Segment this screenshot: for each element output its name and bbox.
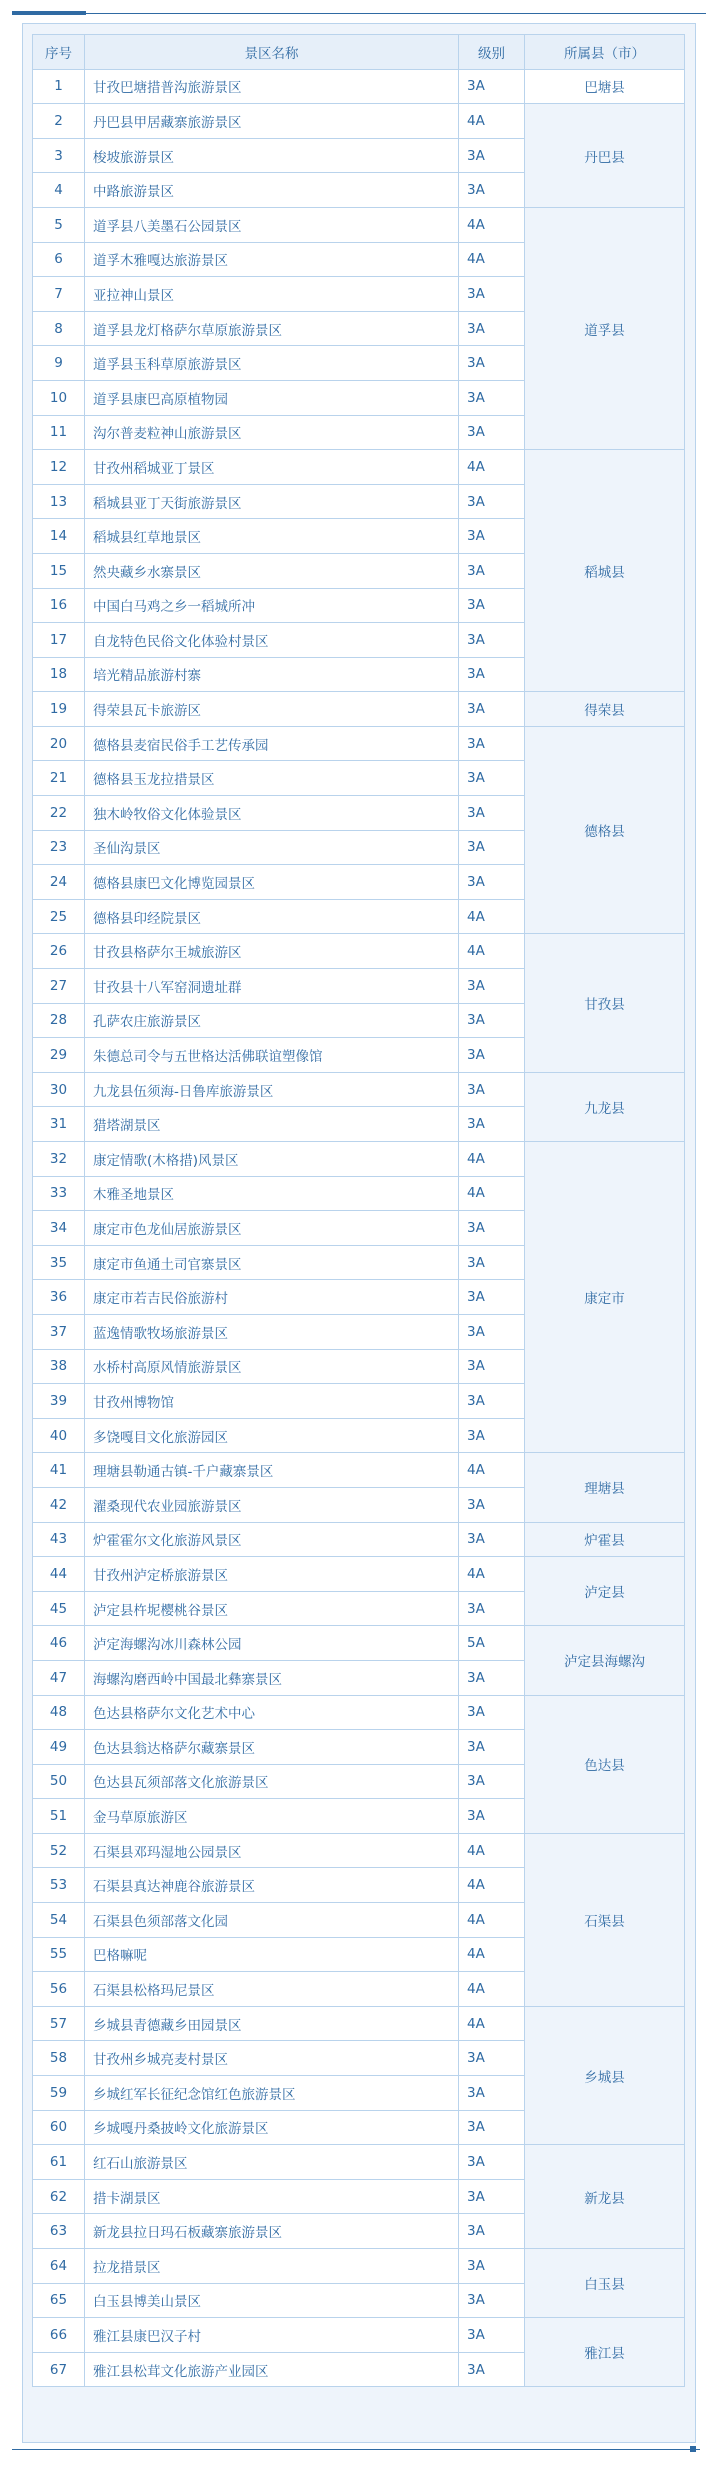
scenic-spot-name: 康定市若吉民俗旅游村 bbox=[85, 1280, 459, 1315]
scenic-spot-level: 3A bbox=[459, 311, 525, 346]
scenic-spot-level: 4A bbox=[459, 1868, 525, 1903]
scenic-spot-level: 3A bbox=[459, 2283, 525, 2318]
row-number: 21 bbox=[33, 761, 85, 796]
row-number: 6 bbox=[33, 242, 85, 277]
scenic-spot-name: 梭坡旅游景区 bbox=[85, 138, 459, 173]
scenic-spot-level: 3A bbox=[459, 380, 525, 415]
scenic-spot-name: 亚拉神山景区 bbox=[85, 277, 459, 312]
row-number: 34 bbox=[33, 1211, 85, 1246]
scenic-spot-level: 4A bbox=[459, 450, 525, 485]
row-number: 20 bbox=[33, 726, 85, 761]
header-name: 景区名称 bbox=[85, 35, 459, 70]
row-number: 28 bbox=[33, 1003, 85, 1038]
scenic-spot-name: 甘孜县格萨尔王城旅游区 bbox=[85, 934, 459, 969]
scenic-spot-level: 3A bbox=[459, 1730, 525, 1765]
row-number: 19 bbox=[33, 692, 85, 727]
scenic-spot-level: 3A bbox=[459, 1418, 525, 1453]
scenic-spot-level: 3A bbox=[459, 1695, 525, 1730]
scenic-spot-level: 4A bbox=[459, 1972, 525, 2007]
row-number: 54 bbox=[33, 1903, 85, 1938]
row-number: 26 bbox=[33, 934, 85, 969]
scenic-spot-level: 4A bbox=[459, 207, 525, 242]
scenic-spot-name: 巴格嘛呢 bbox=[85, 1937, 459, 1972]
scenic-spot-level: 3A bbox=[459, 1522, 525, 1557]
table-row bbox=[33, 1557, 685, 1592]
header-no: 序号 bbox=[33, 35, 85, 70]
table-row bbox=[33, 1626, 685, 1661]
row-number: 59 bbox=[33, 2076, 85, 2111]
scenic-spot-name: 猎塔湖景区 bbox=[85, 1107, 459, 1142]
row-number: 53 bbox=[33, 1868, 85, 1903]
scenic-spot-name: 雅江县松茸文化旅游产业园区 bbox=[85, 2352, 459, 2387]
scenic-spot-level: 3A bbox=[459, 2352, 525, 2387]
scenic-spot-level: 3A bbox=[459, 2041, 525, 2076]
scenic-spot-name: 德格县印经院景区 bbox=[85, 899, 459, 934]
row-number: 61 bbox=[33, 2145, 85, 2180]
scenic-spot-name: 德格县麦宿民俗手工艺传承园 bbox=[85, 726, 459, 761]
table-body bbox=[33, 69, 685, 2387]
table-row bbox=[33, 2006, 685, 2041]
scenic-spot-name: 蓝逸情歌牧场旅游景区 bbox=[85, 1314, 459, 1349]
row-number: 18 bbox=[33, 657, 85, 692]
row-number: 60 bbox=[33, 2110, 85, 2145]
county-name: 白玉县 bbox=[525, 2249, 685, 2318]
row-number: 45 bbox=[33, 1591, 85, 1626]
county-name: 稻城县 bbox=[525, 450, 685, 692]
scenic-spot-name: 石渠县真达神鹿谷旅游景区 bbox=[85, 1868, 459, 1903]
scenic-spot-name: 甘孜州乡城亮麦村景区 bbox=[85, 2041, 459, 2076]
scenic-spot-level: 3A bbox=[459, 623, 525, 658]
scenic-spot-name: 道孚县八美墨石公园景区 bbox=[85, 207, 459, 242]
row-number: 5 bbox=[33, 207, 85, 242]
row-number: 63 bbox=[33, 2214, 85, 2249]
scenic-spot-name: 多饶嘎目文化旅游园区 bbox=[85, 1418, 459, 1453]
scenic-spot-name: 甘孜县十八军窑洞遗址群 bbox=[85, 969, 459, 1004]
row-number: 3 bbox=[33, 138, 85, 173]
row-number: 17 bbox=[33, 623, 85, 658]
scenic-spot-name: 道孚县龙灯格萨尔草原旅游景区 bbox=[85, 311, 459, 346]
scenic-spot-name: 石渠县松格玛尼景区 bbox=[85, 1972, 459, 2007]
scenic-spot-level: 3A bbox=[459, 1072, 525, 1107]
table-row bbox=[33, 2145, 685, 2180]
scenic-spot-level: 3A bbox=[459, 726, 525, 761]
scenic-spot-level: 3A bbox=[459, 1245, 525, 1280]
scenic-spot-name: 新龙县拉日玛石板藏寨旅游景区 bbox=[85, 2214, 459, 2249]
row-number: 12 bbox=[33, 450, 85, 485]
scenic-spot-name: 甘孜州博物馆 bbox=[85, 1384, 459, 1419]
scenic-spot-name: 德格县玉龙拉措景区 bbox=[85, 761, 459, 796]
scenic-spot-name: 九龙县伍须海-日鲁库旅游景区 bbox=[85, 1072, 459, 1107]
table-row bbox=[33, 2249, 685, 2284]
scenic-spot-name: 濯桑现代农业园旅游景区 bbox=[85, 1487, 459, 1522]
scenic-spot-level: 3A bbox=[459, 69, 525, 104]
row-number: 9 bbox=[33, 346, 85, 381]
table-row bbox=[33, 726, 685, 761]
scenic-spot-name: 海螺沟磨西岭中国最北彝寨景区 bbox=[85, 1660, 459, 1695]
scenic-spot-level: 3A bbox=[459, 138, 525, 173]
row-number: 33 bbox=[33, 1176, 85, 1211]
row-number: 56 bbox=[33, 1972, 85, 2007]
county-name: 得荣县 bbox=[525, 692, 685, 727]
row-number: 2 bbox=[33, 104, 85, 139]
scenic-spot-level: 4A bbox=[459, 1937, 525, 1972]
row-number: 30 bbox=[33, 1072, 85, 1107]
row-number: 38 bbox=[33, 1349, 85, 1384]
county-name: 炉霍县 bbox=[525, 1522, 685, 1557]
scenic-spot-level: 3A bbox=[459, 553, 525, 588]
scenic-spot-level: 3A bbox=[459, 1764, 525, 1799]
scenic-spot-name: 道孚县康巴高原植物园 bbox=[85, 380, 459, 415]
row-number: 25 bbox=[33, 899, 85, 934]
county-name: 道孚县 bbox=[525, 207, 685, 449]
scenic-spot-level: 3A bbox=[459, 969, 525, 1004]
scenic-spot-level: 3A bbox=[459, 657, 525, 692]
bottom-corner-mark bbox=[690, 2446, 696, 2452]
scenic-spot-level: 3A bbox=[459, 2145, 525, 2180]
scenic-spot-name: 乡城红军长征纪念馆红色旅游景区 bbox=[85, 2076, 459, 2111]
scenic-spot-name: 雅江县康巴汉子村 bbox=[85, 2318, 459, 2353]
scenic-spot-name: 康定情歌(木格措)风景区 bbox=[85, 1142, 459, 1177]
county-name: 巴塘县 bbox=[525, 69, 685, 104]
row-number: 55 bbox=[33, 1937, 85, 1972]
row-number: 43 bbox=[33, 1522, 85, 1557]
table-row bbox=[33, 1522, 685, 1557]
row-number: 39 bbox=[33, 1384, 85, 1419]
table-row bbox=[33, 1833, 685, 1868]
scenic-spot-name: 丹巴县甲居藏寨旅游景区 bbox=[85, 104, 459, 139]
scenic-spot-level: 3A bbox=[459, 1314, 525, 1349]
scenic-spot-name: 色达县瓦须部落文化旅游景区 bbox=[85, 1764, 459, 1799]
top-rule bbox=[86, 13, 706, 14]
scenic-spot-level: 3A bbox=[459, 2318, 525, 2353]
scenic-spot-level: 4A bbox=[459, 1453, 525, 1488]
scenic-spot-name: 道孚县玉科草原旅游景区 bbox=[85, 346, 459, 381]
scenic-spot-name: 石渠县邓玛湿地公园景区 bbox=[85, 1833, 459, 1868]
scenic-spot-level: 4A bbox=[459, 934, 525, 969]
row-number: 48 bbox=[33, 1695, 85, 1730]
scenic-spot-level: 3A bbox=[459, 1349, 525, 1384]
scenic-spot-name: 木雅圣地景区 bbox=[85, 1176, 459, 1211]
row-number: 35 bbox=[33, 1245, 85, 1280]
county-name: 甘孜县 bbox=[525, 934, 685, 1072]
row-number: 24 bbox=[33, 865, 85, 900]
row-number: 1 bbox=[33, 69, 85, 104]
row-number: 58 bbox=[33, 2041, 85, 2076]
scenic-spot-level: 3A bbox=[459, 1107, 525, 1142]
row-number: 15 bbox=[33, 553, 85, 588]
table-row bbox=[33, 2318, 685, 2353]
scenic-spot-level: 4A bbox=[459, 1903, 525, 1938]
county-name: 泸定县 bbox=[525, 1557, 685, 1626]
scenic-spot-name: 中路旅游景区 bbox=[85, 173, 459, 208]
scenic-spot-name: 培光精品旅游村寨 bbox=[85, 657, 459, 692]
county-name: 新龙县 bbox=[525, 2145, 685, 2249]
row-number: 44 bbox=[33, 1557, 85, 1592]
scenic-spot-level: 3A bbox=[459, 588, 525, 623]
scenic-spot-name: 石渠县色须部落文化园 bbox=[85, 1903, 459, 1938]
scenic-spot-name: 措卡湖景区 bbox=[85, 2179, 459, 2214]
scenic-spot-level: 3A bbox=[459, 1487, 525, 1522]
scenic-spot-name: 乡城县青德藏乡田园景区 bbox=[85, 2006, 459, 2041]
scenic-spot-level: 3A bbox=[459, 415, 525, 450]
top-accent-bar bbox=[12, 11, 86, 15]
scenic-spot-level: 3A bbox=[459, 692, 525, 727]
scenic-spot-level: 3A bbox=[459, 1660, 525, 1695]
scenic-spot-level: 3A bbox=[459, 796, 525, 831]
table-row bbox=[33, 934, 685, 969]
row-number: 52 bbox=[33, 1833, 85, 1868]
scenic-spot-name: 自龙特色民俗文化体验村景区 bbox=[85, 623, 459, 658]
row-number: 32 bbox=[33, 1142, 85, 1177]
scenic-spot-level: 3A bbox=[459, 1384, 525, 1419]
row-number: 50 bbox=[33, 1764, 85, 1799]
scenic-spot-level: 4A bbox=[459, 1833, 525, 1868]
table-row bbox=[33, 1453, 685, 1488]
scenic-spot-level: 3A bbox=[459, 277, 525, 312]
scenic-spot-level: 4A bbox=[459, 242, 525, 277]
scenic-spot-level: 3A bbox=[459, 1003, 525, 1038]
table-header-row bbox=[33, 35, 685, 70]
scenic-spot-level: 3A bbox=[459, 1591, 525, 1626]
scenic-spot-name: 得荣县瓦卡旅游区 bbox=[85, 692, 459, 727]
row-number: 27 bbox=[33, 969, 85, 1004]
scenic-spot-level: 5A bbox=[459, 1626, 525, 1661]
row-number: 51 bbox=[33, 1799, 85, 1834]
scenic-spot-level: 3A bbox=[459, 830, 525, 865]
row-number: 11 bbox=[33, 415, 85, 450]
row-number: 46 bbox=[33, 1626, 85, 1661]
scenic-spot-name: 康定市色龙仙居旅游景区 bbox=[85, 1211, 459, 1246]
scenic-spot-name: 色达县格萨尔文化艺术中心 bbox=[85, 1695, 459, 1730]
scenic-spot-level: 3A bbox=[459, 2110, 525, 2145]
row-number: 16 bbox=[33, 588, 85, 623]
scenic-spot-level: 3A bbox=[459, 484, 525, 519]
scenic-spot-name: 稻城县亚丁天街旅游景区 bbox=[85, 484, 459, 519]
scenic-spot-level: 4A bbox=[459, 104, 525, 139]
scenic-spot-level: 4A bbox=[459, 2006, 525, 2041]
table-row bbox=[33, 1072, 685, 1107]
table-row bbox=[33, 1695, 685, 1730]
scenic-spot-name: 红石山旅游景区 bbox=[85, 2145, 459, 2180]
scenic-spot-name: 拉龙措景区 bbox=[85, 2249, 459, 2284]
scenic-spot-level: 4A bbox=[459, 899, 525, 934]
scenic-spot-name: 孔萨农庄旅游景区 bbox=[85, 1003, 459, 1038]
scenic-spot-name: 色达县翁达格萨尔藏寨景区 bbox=[85, 1730, 459, 1765]
row-number: 31 bbox=[33, 1107, 85, 1142]
table-row bbox=[33, 104, 685, 139]
row-number: 49 bbox=[33, 1730, 85, 1765]
scenic-spot-level: 3A bbox=[459, 2076, 525, 2111]
scenic-spot-name: 白玉县博美山景区 bbox=[85, 2283, 459, 2318]
row-number: 42 bbox=[33, 1487, 85, 1522]
table-row bbox=[33, 207, 685, 242]
row-number: 7 bbox=[33, 277, 85, 312]
scenic-spot-level: 3A bbox=[459, 173, 525, 208]
row-number: 66 bbox=[33, 2318, 85, 2353]
scenic-spot-name: 沟尔普麦粒神山旅游景区 bbox=[85, 415, 459, 450]
scenic-spot-level: 3A bbox=[459, 519, 525, 554]
row-number: 67 bbox=[33, 2352, 85, 2387]
scenic-spot-name: 然央藏乡水寨景区 bbox=[85, 553, 459, 588]
row-number: 23 bbox=[33, 830, 85, 865]
scenic-spot-level: 3A bbox=[459, 346, 525, 381]
scenic-spot-name: 乡城嘎丹桑披岭文化旅游景区 bbox=[85, 2110, 459, 2145]
scenic-spot-level: 4A bbox=[459, 1142, 525, 1177]
scenic-spots-table bbox=[32, 34, 685, 2387]
scenic-spot-name: 泸定县杵坭樱桃谷景区 bbox=[85, 1591, 459, 1626]
scenic-spot-level: 3A bbox=[459, 2179, 525, 2214]
row-number: 29 bbox=[33, 1038, 85, 1073]
scenic-spot-name: 理塘县勒通古镇-千户藏寨景区 bbox=[85, 1453, 459, 1488]
table-row bbox=[33, 450, 685, 485]
header-county: 所属县（市） bbox=[525, 35, 685, 70]
table-row bbox=[33, 69, 685, 104]
scenic-spot-name: 甘孜州泸定桥旅游景区 bbox=[85, 1557, 459, 1592]
scenic-spot-name: 甘孜州稻城亚丁景区 bbox=[85, 450, 459, 485]
county-name: 石渠县 bbox=[525, 1833, 685, 2006]
scenic-spot-name: 金马草原旅游区 bbox=[85, 1799, 459, 1834]
row-number: 65 bbox=[33, 2283, 85, 2318]
scenic-spot-level: 3A bbox=[459, 761, 525, 796]
scenic-spot-name: 德格县康巴文化博览园景区 bbox=[85, 865, 459, 900]
scenic-spot-name: 中国白马鸡之乡一稻城所冲 bbox=[85, 588, 459, 623]
county-name: 泸定县海螺沟 bbox=[525, 1626, 685, 1695]
table-row bbox=[33, 1142, 685, 1177]
scenic-spot-name: 道孚木雅嘎达旅游景区 bbox=[85, 242, 459, 277]
county-name: 九龙县 bbox=[525, 1072, 685, 1141]
row-number: 62 bbox=[33, 2179, 85, 2214]
row-number: 14 bbox=[33, 519, 85, 554]
row-number: 57 bbox=[33, 2006, 85, 2041]
county-name: 理塘县 bbox=[525, 1453, 685, 1522]
scenic-spot-level: 4A bbox=[459, 1176, 525, 1211]
scenic-spot-name: 炉霍霍尔文化旅游风景区 bbox=[85, 1522, 459, 1557]
scenic-spot-name: 圣仙沟景区 bbox=[85, 830, 459, 865]
scenic-spot-level: 3A bbox=[459, 2249, 525, 2284]
header-level: 级别 bbox=[459, 35, 525, 70]
scenic-spot-name: 水桥村高原风情旅游景区 bbox=[85, 1349, 459, 1384]
scenic-spot-name: 甘孜巴塘措普沟旅游景区 bbox=[85, 69, 459, 104]
row-number: 37 bbox=[33, 1314, 85, 1349]
bottom-rule bbox=[12, 2449, 700, 2450]
scenic-spot-level: 4A bbox=[459, 1557, 525, 1592]
county-name: 德格县 bbox=[525, 726, 685, 934]
table-row bbox=[33, 692, 685, 727]
row-number: 13 bbox=[33, 484, 85, 519]
row-number: 40 bbox=[33, 1418, 85, 1453]
scenic-spot-name: 朱德总司令与五世格达活佛联谊塑像馆 bbox=[85, 1038, 459, 1073]
row-number: 8 bbox=[33, 311, 85, 346]
scenic-spot-name: 泸定海螺沟冰川森林公园 bbox=[85, 1626, 459, 1661]
scenic-spot-level: 3A bbox=[459, 1280, 525, 1315]
row-number: 4 bbox=[33, 173, 85, 208]
county-name: 乡城县 bbox=[525, 2006, 685, 2144]
scenic-spot-level: 3A bbox=[459, 1038, 525, 1073]
scenic-spot-level: 3A bbox=[459, 1211, 525, 1246]
scenic-spot-level: 3A bbox=[459, 865, 525, 900]
county-name: 康定市 bbox=[525, 1142, 685, 1453]
row-number: 64 bbox=[33, 2249, 85, 2284]
county-name: 色达县 bbox=[525, 1695, 685, 1833]
county-name: 雅江县 bbox=[525, 2318, 685, 2387]
scenic-spot-name: 稻城县红草地景区 bbox=[85, 519, 459, 554]
scenic-spot-name: 康定市鱼通土司官寨景区 bbox=[85, 1245, 459, 1280]
county-name: 丹巴县 bbox=[525, 104, 685, 208]
scenic-spot-level: 3A bbox=[459, 2214, 525, 2249]
scenic-spot-name: 独木岭牧俗文化体验景区 bbox=[85, 796, 459, 831]
scenic-spot-level: 3A bbox=[459, 1799, 525, 1834]
row-number: 10 bbox=[33, 380, 85, 415]
row-number: 47 bbox=[33, 1660, 85, 1695]
row-number: 41 bbox=[33, 1453, 85, 1488]
row-number: 22 bbox=[33, 796, 85, 831]
row-number: 36 bbox=[33, 1280, 85, 1315]
